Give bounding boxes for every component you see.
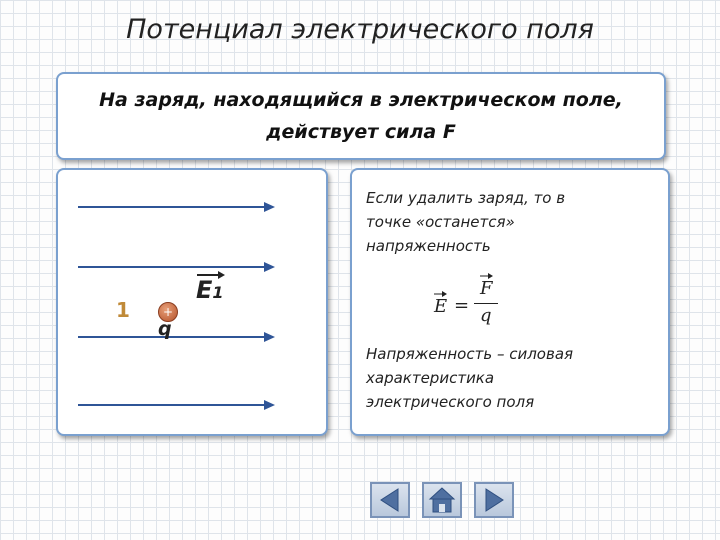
formula-numerator: F	[480, 278, 493, 299]
info-line-1: Если удалить заряд, то в	[366, 189, 566, 207]
intro-line-2: действует сила F	[266, 121, 456, 143]
formula-equals: =	[454, 295, 470, 316]
intro-line-1: На заряд, находящийся в электрическом поле,	[99, 89, 623, 111]
definition-text	[366, 342, 656, 414]
point-number: 1	[116, 298, 130, 322]
info-line-2: точке «останется»	[366, 213, 515, 231]
field-line	[78, 206, 266, 208]
definition-line-3: электрического поля	[366, 393, 535, 411]
definition-line-1: Напряженность – силовая	[366, 345, 574, 363]
next-button[interactable]	[474, 482, 514, 518]
definition-line-2: характеристика	[366, 369, 495, 387]
field-line	[78, 266, 266, 268]
intro-box	[56, 72, 666, 160]
info-box	[350, 168, 670, 436]
next-icon	[476, 484, 512, 516]
field-line	[78, 404, 266, 406]
info-line-3: напряженность	[366, 237, 491, 255]
field-arrowhead	[264, 202, 275, 212]
home-button[interactable]	[422, 482, 462, 518]
field-arrowhead	[264, 332, 275, 342]
previous-icon	[372, 484, 408, 516]
formula-lhs: E	[434, 296, 448, 317]
fraction-bar	[474, 303, 498, 304]
charge-label: q	[158, 318, 172, 340]
slide-title: Потенциал электрического поля	[126, 14, 594, 45]
field-arrowhead	[264, 400, 275, 410]
intro-text	[58, 84, 664, 148]
field-arrowhead	[264, 262, 275, 272]
home-icon	[424, 484, 460, 516]
info-text	[366, 186, 656, 258]
field-strength-formula	[430, 278, 520, 328]
field-strength-subscript: 1	[212, 283, 224, 302]
field-strength-label	[196, 276, 224, 304]
field-diagram-box	[56, 168, 328, 436]
field-line	[78, 336, 266, 338]
formula-denominator: q	[480, 305, 492, 326]
field-strength-symbol: E	[196, 276, 213, 304]
previous-button[interactable]	[370, 482, 410, 518]
charge-sign: +	[162, 305, 174, 319]
